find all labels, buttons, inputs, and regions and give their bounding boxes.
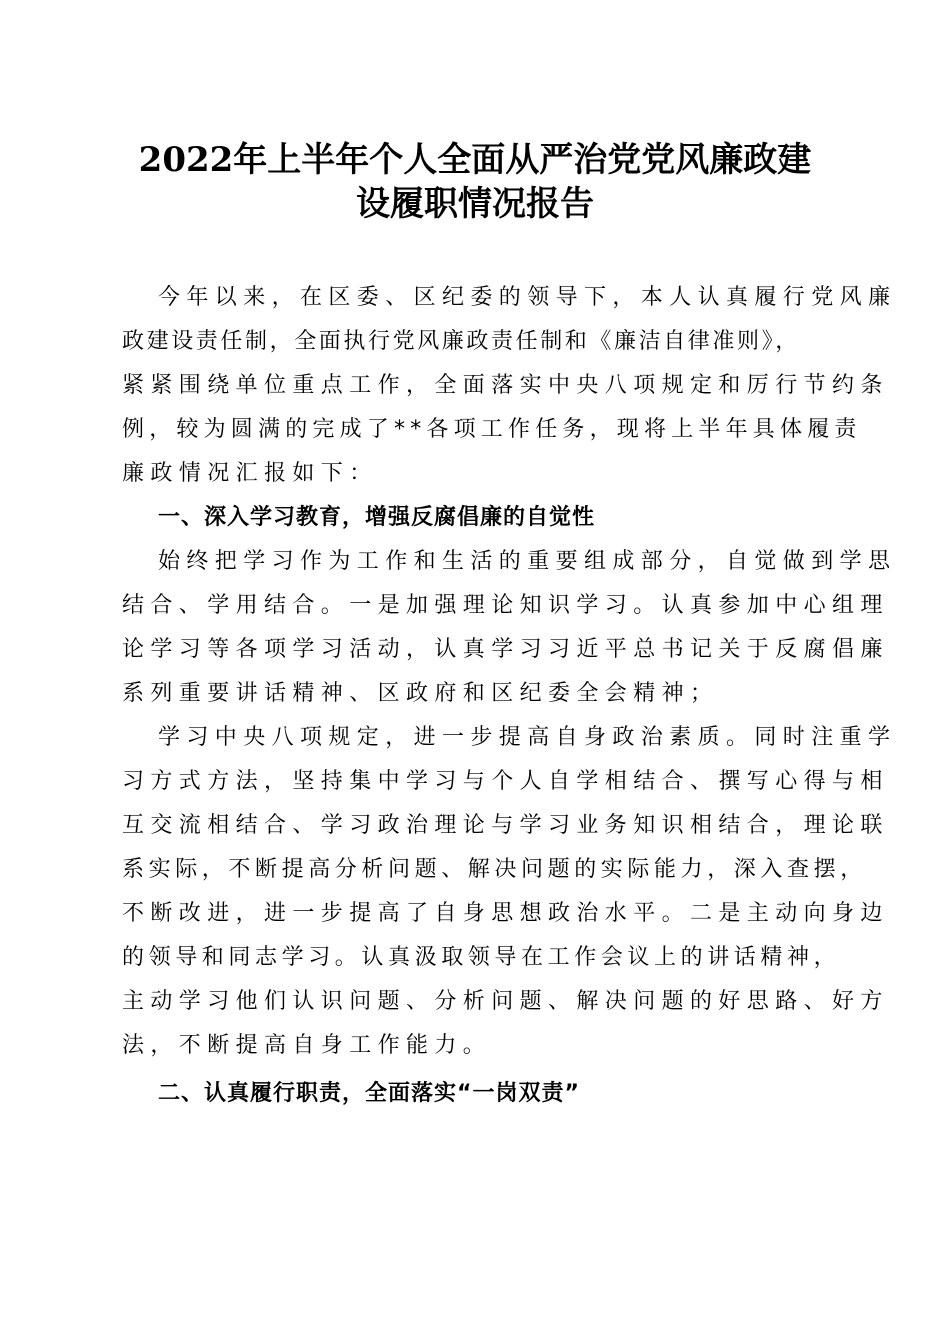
text-line: 习方式方法，坚持集中学习与个人自学相结合、撰写心得与相 xyxy=(122,769,889,794)
document-title-line-1: 2022年上半年个人全面从严治党党风廉政建 xyxy=(138,140,812,180)
text-line: 法，不断提高自身工作能力。 xyxy=(122,1033,492,1058)
document-body xyxy=(122,276,897,1116)
text-line: 结合、学用结合。一是加强理论知识学习。认真参加中心组理 xyxy=(122,593,889,618)
text-line: 政建设责任制，全面执行党风廉政责任制和《廉洁自律准则》， xyxy=(122,329,800,354)
section-heading-2: 二、认真履行职责，全面落实“一岗双责” xyxy=(158,1081,580,1106)
text-line: 廉政情况汇报如下： xyxy=(122,461,378,486)
document-title-line-2: 设履职情况报告 xyxy=(356,184,594,224)
paragraph-regulations xyxy=(122,716,897,1068)
text-line: 不断改进，进一步提高了自身思想政治水平。二是主动向身边 xyxy=(122,901,889,926)
text-line: 学习中央八项规定，进一步提高自身政治素质。同时注重学 xyxy=(158,725,897,750)
text-line: 今年以来，在区委、区纪委的领导下，本人认真履行党风廉 xyxy=(158,285,897,310)
text-line: 的领导和同志学习。认真汲取领导在工作会议上的讲话精神， xyxy=(122,945,841,970)
text-line: 主动学习他们认识问题、分析问题、解决问题的好思路、好方 xyxy=(122,989,889,1014)
text-line: 始终把学习作为工作和生活的重要组成部分，自觉做到学思 xyxy=(158,549,897,574)
text-line: 论学习等各项学习活动，认真学习习近平总书记关于反腐倡廉 xyxy=(122,637,889,662)
text-line: 例，较为圆满的完成了**各项工作任务，现将上半年具体履责 xyxy=(122,417,862,442)
paragraph-study xyxy=(122,540,897,716)
text-line: 互交流相结合、学习政治理论与学习业务知识相结合，理论联 xyxy=(122,813,889,838)
section-heading-1: 一、深入学习教育，增强反腐倡廉的自觉性 xyxy=(158,505,596,530)
text-line: 系列重要讲话精神、区政府和区纪委全会精神； xyxy=(122,681,719,706)
paragraph-intro xyxy=(122,276,897,496)
text-line: 系实际，不断提高分析问题、解决问题的实际能力，深入查摆， xyxy=(122,857,867,882)
text-line: 紧紧围绕单位重点工作，全面落实中央八项规定和厉行节约条 xyxy=(122,373,889,398)
